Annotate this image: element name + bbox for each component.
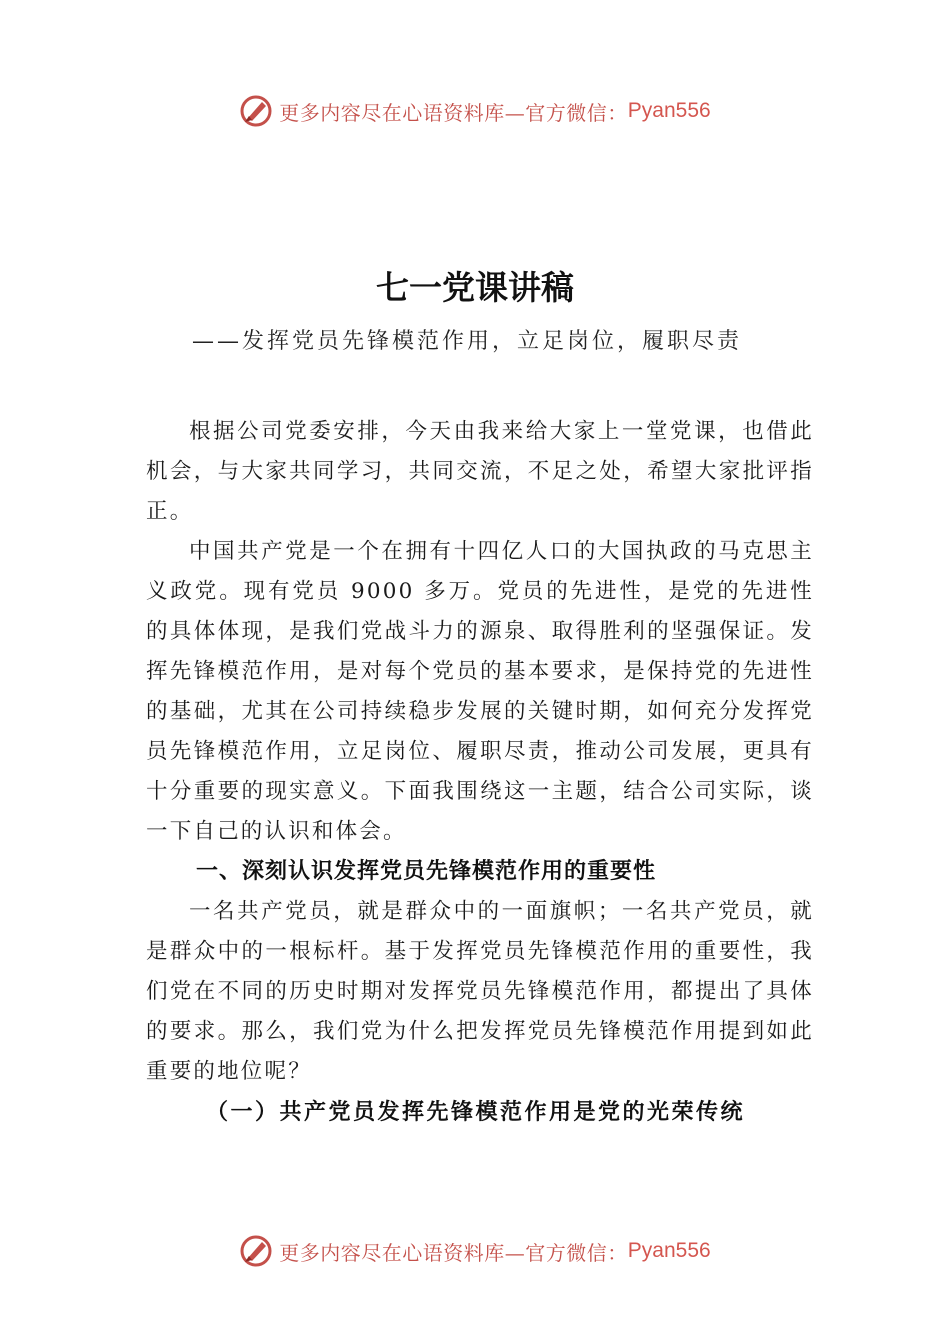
watermark-header	[0, 94, 950, 128]
document-body	[146, 412, 814, 1132]
watermark-footer	[0, 1234, 950, 1268]
pen-logo-icon	[239, 94, 273, 128]
section-heading-1: 一、深刻认识发挥党员先锋模范作用的重要性	[196, 859, 657, 884]
watermark-text: 更多内容尽在心语资料库—官方微信：	[279, 100, 628, 125]
document-title: 七一党课讲稿	[376, 268, 574, 307]
watermark-account: Pyan556	[627, 1239, 711, 1262]
paragraph-section-1: 一名共产党员，就是群众中的一面旗帜；一名共产党员，就是群众中的一根标杆。基于发挥党员先锋模范作用的重要性，我们党在不同的历史时期对发挥党员先锋模范作用，都提出了具体的要求。那么，我们党为什么把发挥党员先锋模范作用提到如此重要的地位呢？	[146, 899, 814, 1084]
paragraph-party: 中国共产党是一个在拥有十四亿人口的大国执政的马克思主义政党。现有党员 9000 多万。党员的先进性，是党的先进性的具体体现，是我们党战斗力的源泉、取得胜利的坚强保证。发挥先锋模范作用，是对每个党员的基本要求，是保持党的先进性的基础，尤其在公司持续稳步发展的关键时期，如何充分发挥党员先锋模范作用，立足岗位、履职尽责，推动公司发展，更具有十分重要的现实意义。下面我围绕这一主题，结合公司实际，谈一下自己的认识和体会。	[146, 539, 814, 844]
pen-logo-icon	[239, 1234, 273, 1268]
watermark-text: 更多内容尽在心语资料库—官方微信：	[279, 1240, 628, 1265]
watermark-account: Pyan556	[627, 99, 711, 122]
document-subtitle: ——发挥党员先锋模范作用，立足岗位，履职尽责	[192, 329, 743, 354]
paragraph-intro: 根据公司党委安排，今天由我来给大家上一堂党课，也借此机会，与大家共同学习，共同交流，不足之处，希望大家批评指正。	[146, 419, 814, 524]
subsection-heading-1: （一）共产党员发挥先锋模范作用是党的光荣传统	[206, 1099, 746, 1125]
